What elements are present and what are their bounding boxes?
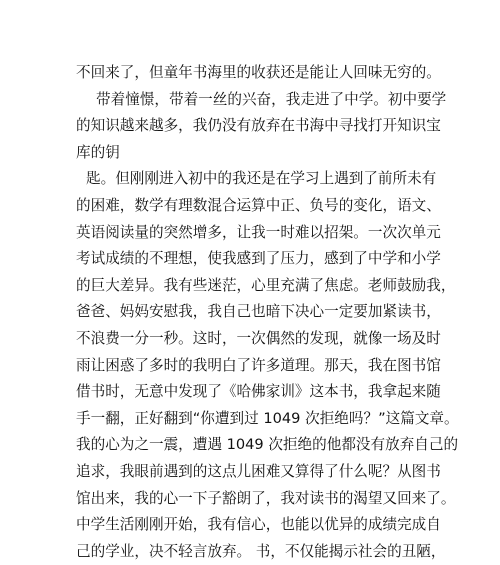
text-line: 雨让困惑了多时的我明白了许多道理。那天，我在图书馆	[76, 356, 441, 374]
text-line: 馆出来，我的心一下子豁朗了，我对读书的渴望又回来了。	[76, 489, 456, 507]
text-line: 的巨大差异。我有些迷茫，心里充满了焦虑。老师鼓励我，	[76, 276, 456, 294]
paragraph-start-line: 带着憧憬，带着一丝的兴奋，我走进了中学。初中要学	[96, 90, 447, 108]
text-line: 追求，我眼前遇到的这点儿困难又算得了什么呢？从图书	[76, 462, 441, 480]
text-line: 匙。但刚刚进入初中的我还是在学习上遇到了前所未有	[86, 170, 437, 188]
text-line: 借书时，无意中发现了《哈佛家训》这本书，我拿起来随	[76, 383, 441, 401]
text-line: 的知识越来越多，我仍没有放弃在书海中寻找打开知识宝	[76, 117, 441, 135]
text-line: 考试成绩的不理想，使我感到了压力，感到了中学和小学	[76, 250, 441, 268]
text-line: 己的学业，决不轻言放弃。 书，不仅能揭示社会的丑陋，	[76, 542, 446, 560]
text-line: 不浪费一分一秒。这时，一次偶然的发现，就像一场及时	[76, 329, 441, 347]
cutoff-next-line	[76, 556, 426, 565]
text-line: 不回来了，但童年书海里的收获还是能让人回味无穷的。	[76, 64, 441, 81]
text-line: 中学生活刚刚开始，我有信心，也能以优异的成绩完成自	[76, 516, 441, 534]
text-line: 库的钥	[76, 143, 120, 161]
text-line: 我的心为之一震，遭遇 1049 次拒绝的他都没有放弃自己的	[76, 436, 459, 454]
text-line: 的困难，数学有理数混合运算中正、负号的变化，语文、	[76, 196, 441, 214]
text-line: 爸爸、妈妈安慰我，我自己也暗下决心一定要加紧读书，	[76, 303, 441, 321]
document-body	[76, 60, 459, 565]
text-line: 手一翻，正好翻到“你遭到过 1049 次拒绝吗？”这篇文章。	[76, 409, 459, 427]
text-line: 英语阅读量的突然增多，让我一时难以招架。一次次单元	[76, 223, 441, 241]
